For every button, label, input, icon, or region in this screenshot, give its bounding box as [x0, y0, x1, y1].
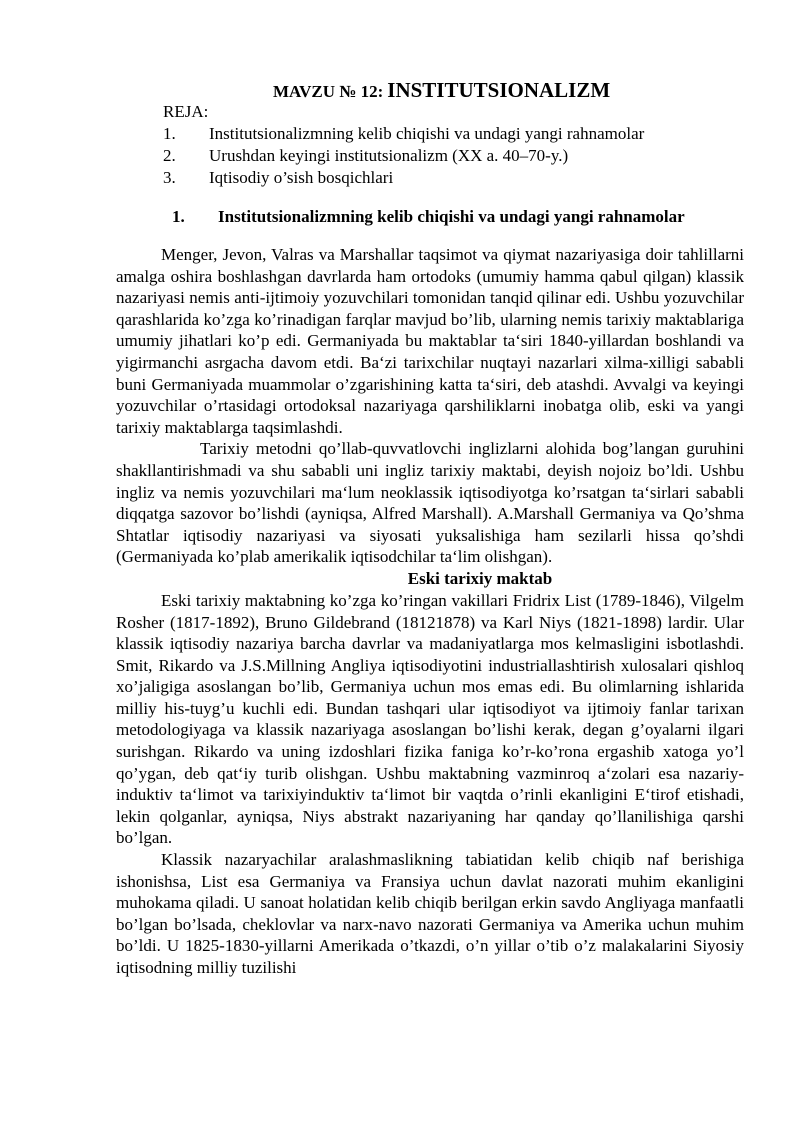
plan-item-number: 2.	[163, 146, 176, 165]
page-title	[273, 78, 610, 105]
paragraph: Tarixiy metodni qo’llab-quvvatlovchi inglizlarni alohida bog’langan guruhini shakllantirishmadi va shu sababli uni ingliz tarixiy maktabi, deyish nojoiz bo’ldi. Ushbu ingliz va nemis yozuvchilari ma‘lum neoklassik iqtisodiyotga ko’rsatgan ta‘sirlari sababli diqqatga sazovor bo’lishdi (ayniqsa, Alfred Marshall). A.Marshall Germaniya va Qo’shma Shtatlar iqtisodiy nazariyasi va siyosati yuksalishiga ham sezilarli hissa qo’shdi (Germaniyada ko’plab amerikalik iqtisodchilar ta‘lim olishgan).	[116, 439, 744, 567]
plan-item	[163, 145, 644, 167]
title-main: INSTITUTSIONALIZM	[387, 78, 611, 102]
plan-item	[163, 167, 644, 189]
document-body	[116, 244, 744, 979]
plan-list	[163, 123, 644, 189]
section-title: Institutsionalizmning kelib chiqishi va undagi yangi rahnamolar	[218, 207, 685, 226]
plan-item-text: Urushdan keyingi institutsionalizm (XX a. 40–70-y.)	[209, 146, 569, 165]
subsection-heading: Eski tarixiy maktab	[407, 568, 553, 588]
section-heading	[172, 205, 685, 229]
title-prefix: MAVZU № 12:	[273, 82, 384, 101]
paragraph: Menger, Jevon, Valras va Marshallar taqsimot va qiymat nazariyasiga doir tahlillarni amalga oshira boshlashgan davrlarda ham ortodoks (umumiy hamma qabul qilgan) klassik nazariyasi nemis anti-ijtimoiy yozuvchilari tomonidan tanqid qilinar edi. Ushbu yozuvchilar qarashlarida ko’zga ko’rinadigan farqlar mavjud bo’lib, ularning nemis tarixiy maktablariga umumiy jihatlari ko’p edi. Germaniyada bu maktablar ta‘siri 1840-yillardan boshlandi va yigirmanchi asrgacha davom etdi. Ba‘zi tarixchilar nuqtayi nazarlari xilma-xilligi sababli buni Germaniyada muammolar o’zgarishining katta ta‘siri, deb atashdi. Avvalgi va keyingi yozuvchilar o’rtasidagi ortodoksal nazariyaga qarshiliklarni inobatga olib, eski va yangi tarixiy maktablarga taqsimlashdi.	[116, 245, 744, 437]
plan-item-number: 1.	[163, 124, 176, 143]
plan-item-number: 3.	[163, 168, 176, 187]
paragraph: Klassik nazaryachilar aralashmaslikning tabiatidan kelib chiqib naf berishiga ishonishsa, List esa Germaniya va Fransiya uchun davlat nazorati muhim ekanligini muhokama qiladi. U sanoat holatidan kelib chiqib berilgan erkin savdo Angliyaga manfaatli bo’lgan bo’lsada, cheklovlar va narx-navo nazorati Germaniya va Amerika uchun muhim bo’ldi. U 1825-1830-yillarni Amerikada o’tkazdi, o’n yillar o’tib o’z malakalarini Siyosiy iqtisodning milliy tuzilishi	[116, 850, 744, 977]
plan-label: REJA:	[163, 102, 209, 121]
plan-item-text: Institutsionalizmning kelib chiqishi va undagi yangi rahnamolar	[209, 124, 645, 143]
paragraph: Eski tarixiy maktabning ko’zga ko’ringan vakillari Fridrix List (1789-1846), Vilgelm Rosher (1817-1892), Bruno Gildebrand (18121878) va Karl Niys (1821-1898) lardir. Ular klassik iqtisodiy nazariya barcha davrlar va madaniyatlarga mos kelmasligini isbotlashdi. Smit, Rikardo va J.S.Millning Angliya iqtisodiyotini industriallashtirish xulosalari qishloq xo’jaligiga asoslangan bo’lib, Germaniya uchun mos emas edi. Bu olimlarning ishlarida milliy his-tuyg’u kuchli edi. Bundan tashqari ular iqtisodiyot va ijtimoiy fanlar tarixan metodologiyaga va klassik nazariyaga asoslangan bo’lishi kerak, degan g’oyalarni ilgari surishgan. Rikardo va uning izdoshlari fizika faniga ko’r-ko’rona ergashib xatoga yo’l qo’ygan, deb qat‘iy turib olishgan. Ushbu maktabning vazminroq a‘zolari esa nazariy-induktiv ta‘limot va tarixiyinduktiv ta‘limot bir vaqtda o’rinli ekanligini E‘tirof etishadi, lekin qolganlar, ayniqsa, Niys abstrakt nazariyaning har qanday qo’llanilishiga qarshi bo’lgan.	[116, 590, 744, 848]
section-number: 1.	[172, 207, 185, 226]
plan-item	[163, 123, 644, 145]
plan-item-text: Iqtisodiy o’sish bosqichlari	[209, 168, 394, 187]
